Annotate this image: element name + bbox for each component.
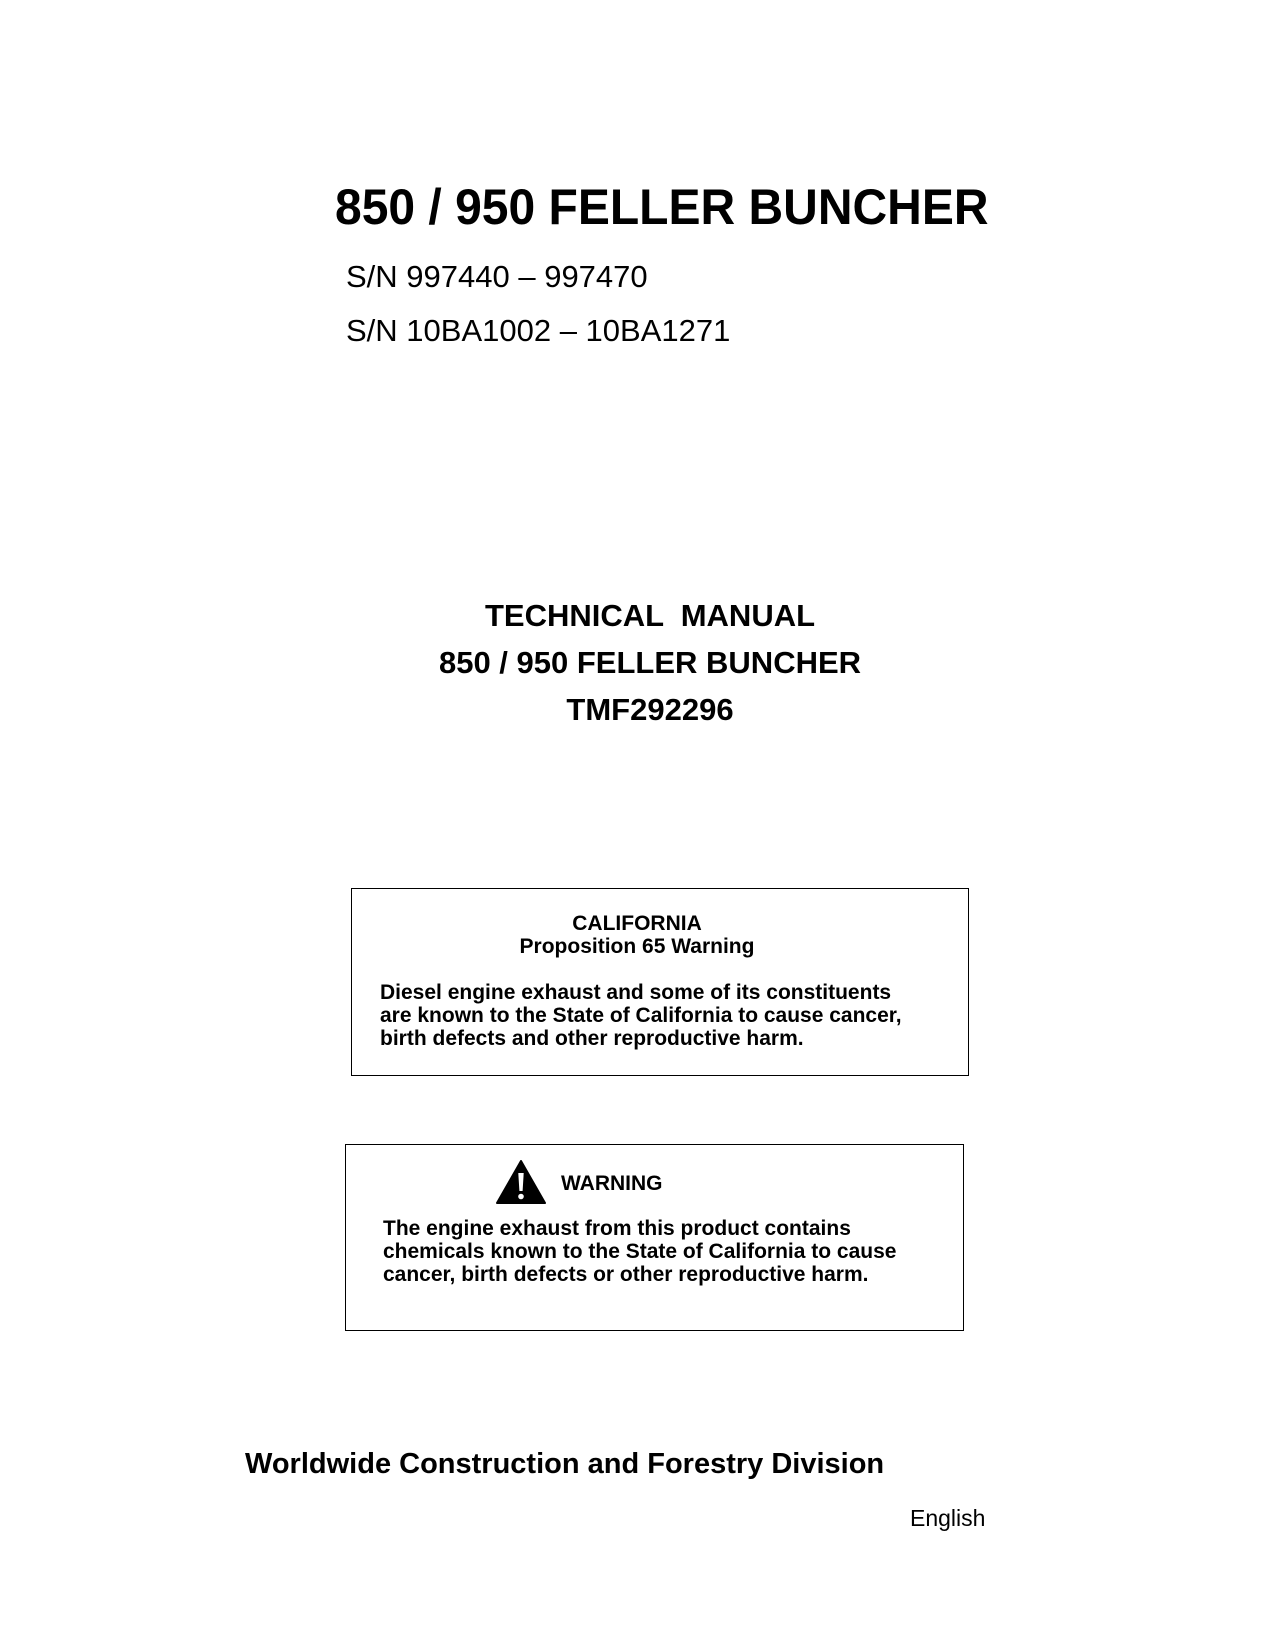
warning-body-line: cancer, birth defects or other reproductive harm. xyxy=(383,1263,869,1286)
prop65-body-line: are known to the State of California to cause cancer, xyxy=(380,1004,902,1027)
manual-number: TMF292296 xyxy=(566,692,734,727)
warning-body-line: The engine exhaust from this product contains xyxy=(383,1217,851,1240)
manual-type: TECHNICAL MANUAL xyxy=(484,598,816,633)
page-title: 850 / 950 FELLER BUNCHER xyxy=(335,179,989,235)
prop65-heading-state: CALIFORNIA xyxy=(572,912,702,935)
prop65-warning-box xyxy=(351,888,969,1076)
prop65-heading-title: Proposition 65 Warning xyxy=(519,935,755,958)
warning-triangle-icon xyxy=(495,1159,547,1205)
prop65-body-line: Diesel engine exhaust and some of its constituents xyxy=(380,981,892,1004)
warning-label: WARNING xyxy=(561,1172,663,1195)
warning-body-line: chemicals known to the State of California to cause xyxy=(383,1240,897,1263)
division-name: Worldwide Construction and Forestry Division xyxy=(245,1448,885,1480)
prop65-body xyxy=(380,981,902,1050)
manual-product: 850 / 950 FELLER BUNCHER xyxy=(438,645,862,680)
engine-exhaust-warning-box xyxy=(345,1144,964,1331)
serial-number-range-1: S/N 997440 – 997470 xyxy=(346,259,648,294)
prop65-body-line: birth defects and other reproductive harm. xyxy=(380,1027,804,1050)
serial-number-range-2: S/N 10BA1002 – 10BA1271 xyxy=(346,313,731,348)
warning-body xyxy=(383,1217,896,1286)
language-label: English xyxy=(910,1505,986,1531)
